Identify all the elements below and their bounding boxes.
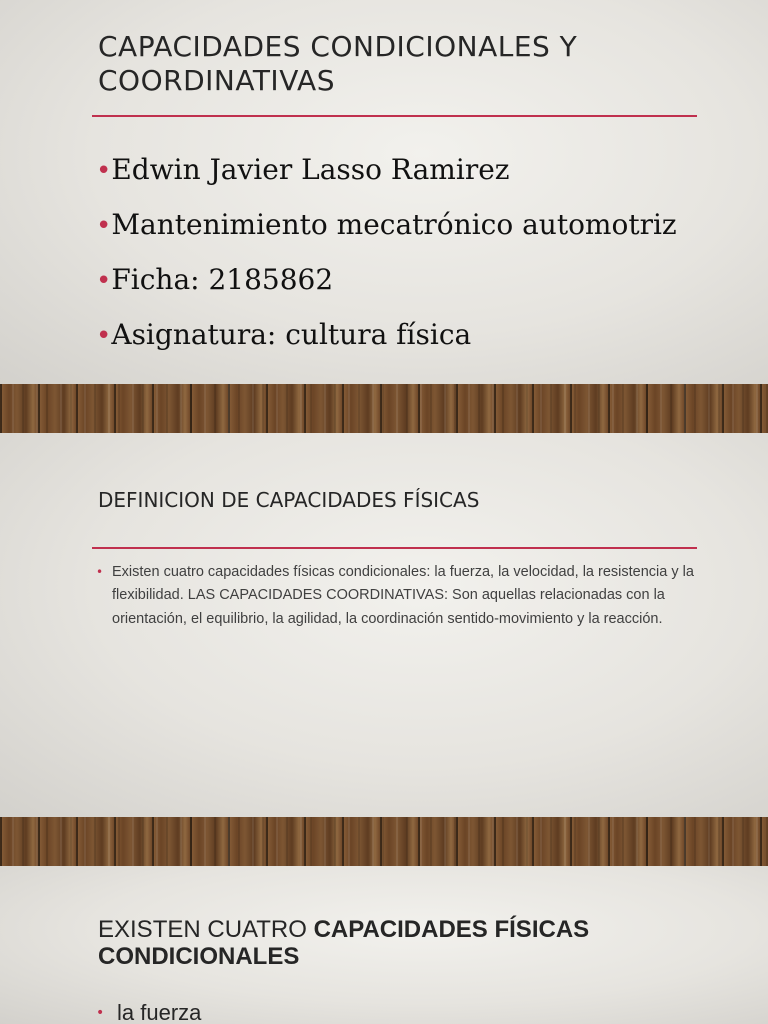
wood-floor-divider <box>0 817 768 866</box>
slide-3-list <box>96 1000 201 1024</box>
bullet-icon: • <box>96 321 112 351</box>
bullet-icon: • <box>96 266 112 296</box>
list-item <box>96 257 677 312</box>
slide-3-title-prefix: EXISTEN CUATRO <box>98 916 314 943</box>
slide-3-title-bold: CAPACIDADES FÍSICAS CONDICIONALES <box>98 916 590 970</box>
slide-1-title: CAPACIDADES CONDICIONALES Y COORDINATIVAS <box>98 30 578 97</box>
list-item <box>96 202 677 257</box>
info-name: Edwin Javier Lasso Ramirez <box>111 153 510 186</box>
slide-3 <box>0 866 768 1024</box>
bullet-icon: • <box>96 156 112 186</box>
capacity-item: la fuerza <box>117 1000 202 1024</box>
bullet-icon: • <box>96 1005 105 1021</box>
list-item <box>96 312 677 367</box>
info-program: Mantenimiento mecatrónico automotriz <box>111 208 677 241</box>
bullet-icon: • <box>96 211 112 241</box>
info-ficha: Ficha: 2185862 <box>111 263 334 296</box>
slide-3-title <box>98 916 698 970</box>
slide-2-title: DEFINICION DE CAPACIDADES FÍSICAS <box>98 488 480 512</box>
list-item <box>96 1000 201 1024</box>
list-item <box>96 147 677 202</box>
slide-2-title-rule <box>92 547 697 549</box>
definition-text: Existen cuatro capacidades físicas condicionales: la fuerza, la velocidad, la resistencia y la flexibilidad. LAS CAPACIDADES COORDINATIVAS: Son aquellas relacionadas con la orientación, el equilibrio, la agilidad, la coordinación sentido-movimiento y la reacción. <box>112 564 694 627</box>
bullet-icon: • <box>96 565 104 579</box>
slide-1-info-list <box>96 147 677 367</box>
list-item <box>96 561 694 631</box>
slide-2-body-list <box>96 561 694 631</box>
slide-1 <box>0 0 768 384</box>
slide-1-title-rule <box>92 115 697 117</box>
info-subject: Asignatura: cultura física <box>111 318 472 351</box>
wood-floor-divider <box>0 384 768 433</box>
slide-2 <box>0 433 768 817</box>
